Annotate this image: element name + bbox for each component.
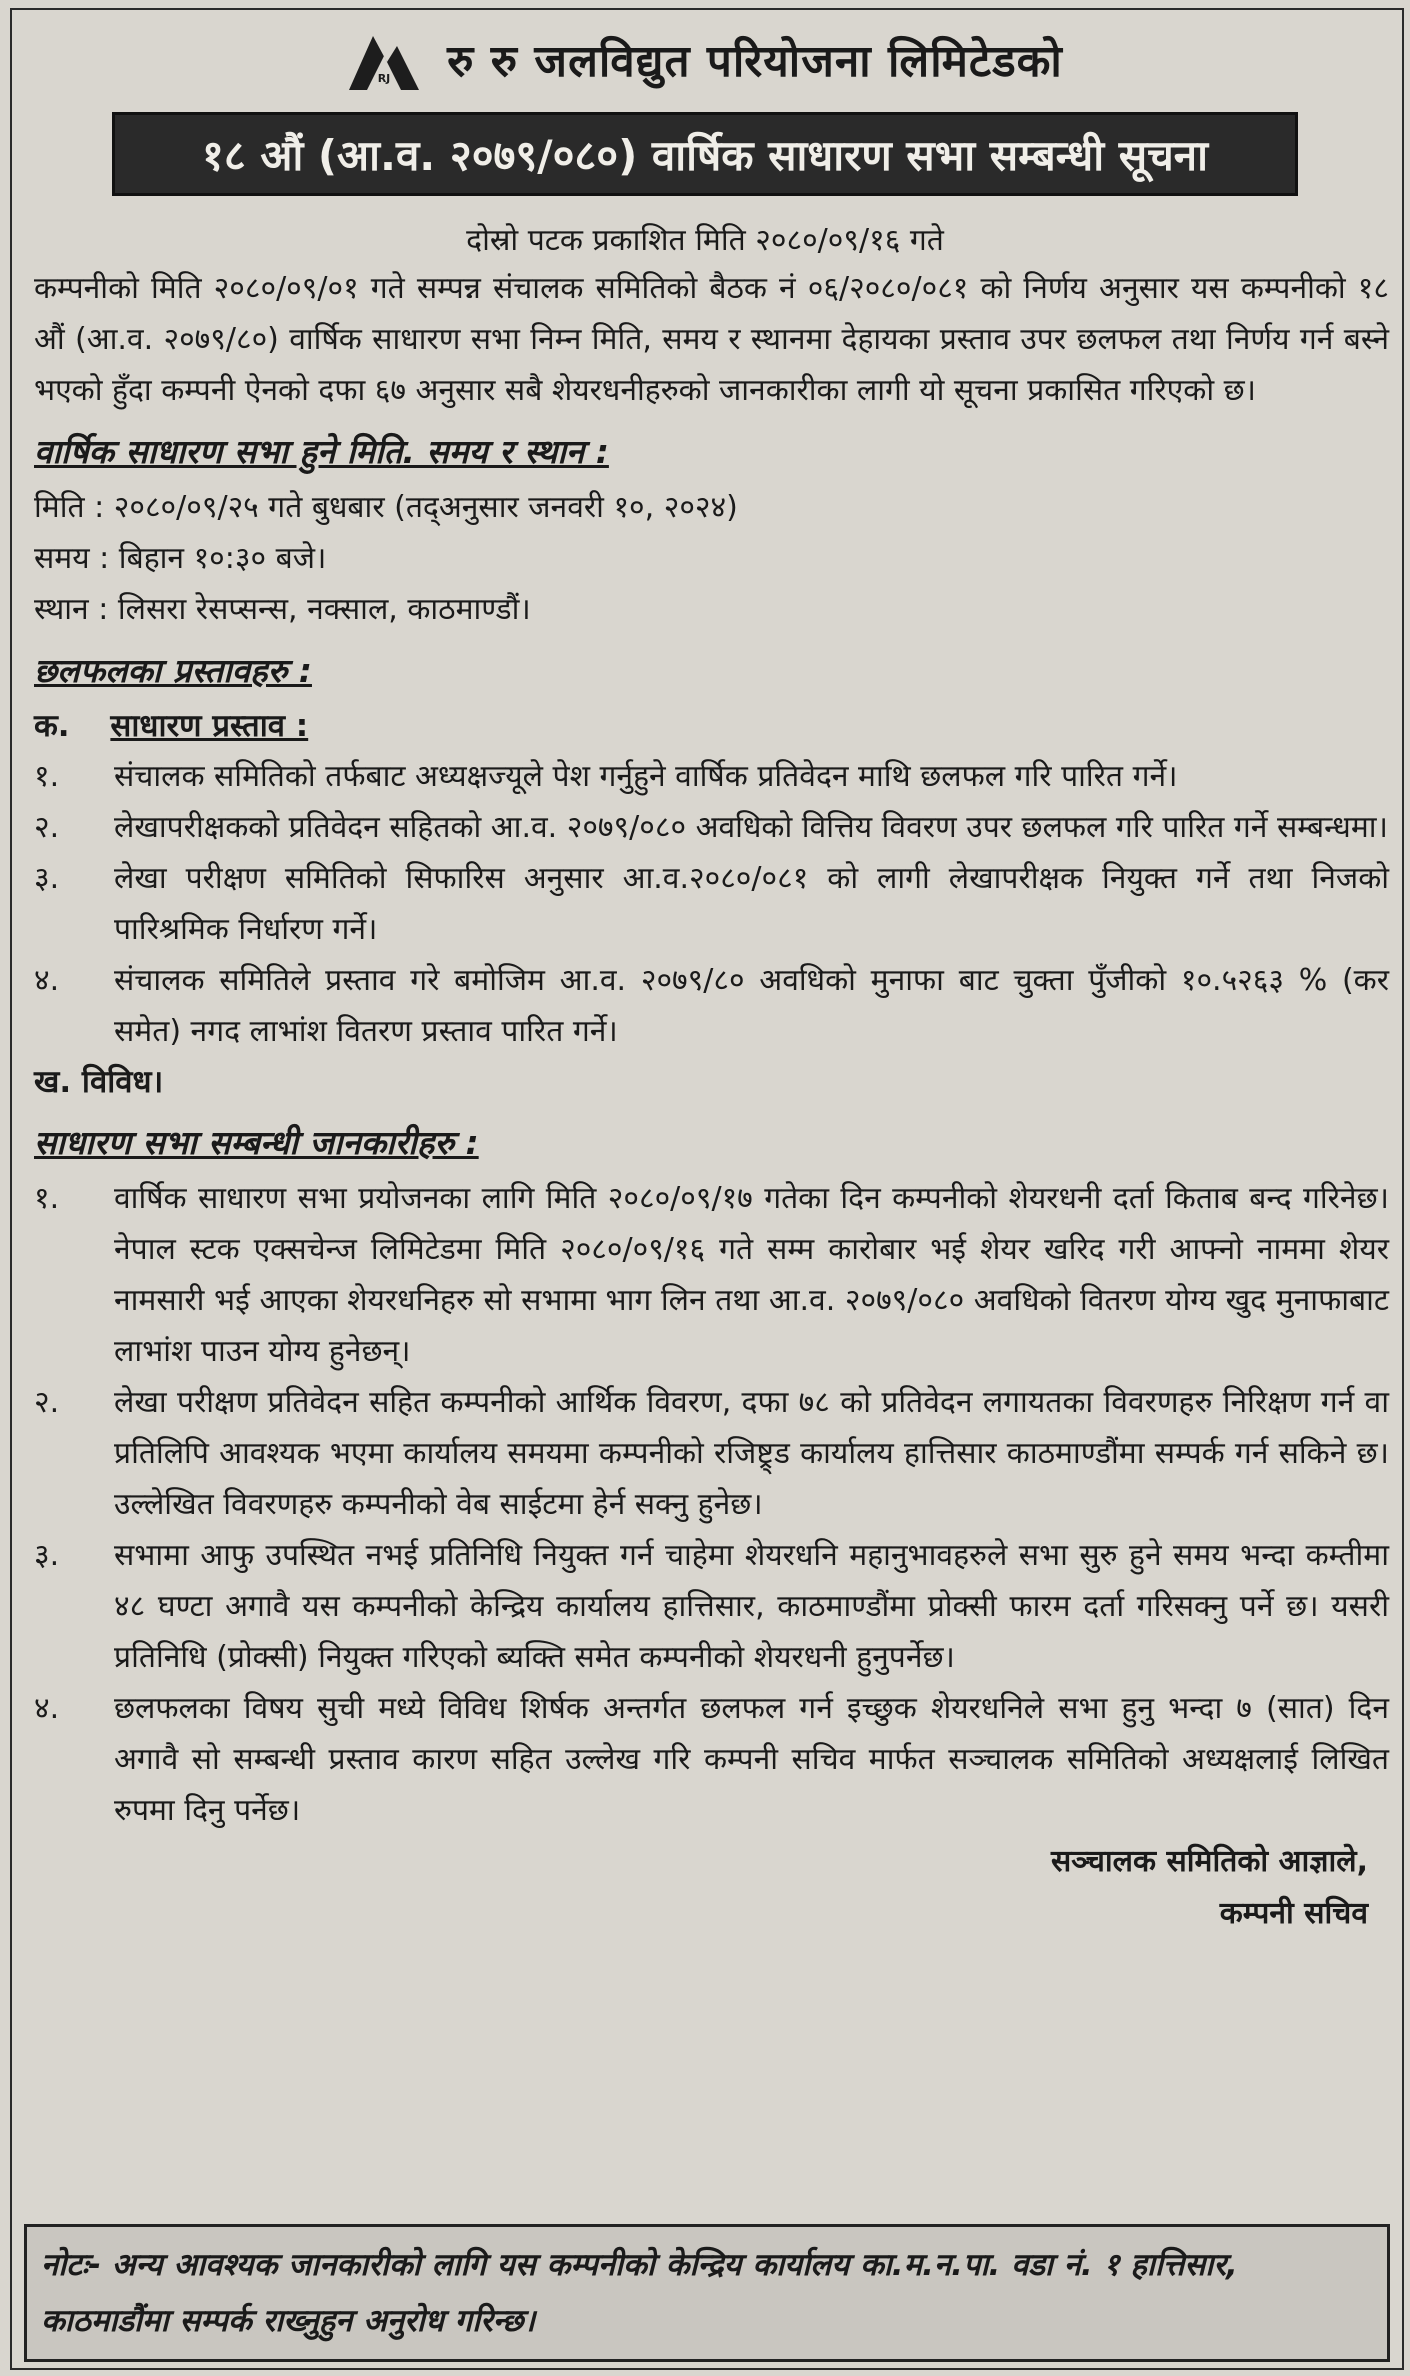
agenda-item-text: लेखापरीक्षकको प्रतिवेदन सहितको आ.व. २०७९/०८० अवधिको वित्तिय विवरण उपर छलफल गरि पारित गर्ने सम्बन्धमा। bbox=[114, 810, 1388, 845]
footer-note: नोटः- अन्य आवश्यक जानकारीको लागि यस कम्पनीको केन्द्रिय कार्यालय का.म.न.पा. वडा नं. १ हात्तिसार, काठमाडौंमा सम्पर्क राख्नुहुन अनुरोध गरिन्छ। bbox=[24, 2224, 1390, 2362]
intro-paragraph: कम्पनीको मिति २०८०/०९/०१ गते सम्पन्न संचालक समितिको बैठक नं ०६/२०८०/०८१ को निर्णय अनुसार यस कम्पनीको १८ औं (आ.व. २०७९/८०) वार्षिक साधारण सभा निम्न मिति, समय र स्थानमा देहायका प्रस्ताव उपर छलफल तथा निर्णय गर्न बस्ने भएको हुँदा कम्पनी ऐनको दफा ६७ अनुसार सबै शेयरधनीहरुको जानकारीका लागी यो सूचना प्रकासित गरिएको छ। bbox=[34, 271, 1389, 408]
agenda-heading: छलफलका प्रस्तावहरु : bbox=[34, 651, 312, 690]
info-item-number: २. bbox=[34, 1385, 60, 1420]
general-proposal-label: क. bbox=[34, 708, 70, 744]
agenda-item-number: १. bbox=[34, 759, 60, 794]
notice-title: १८ औं (आ.व. २०७९/०८०) वार्षिक साधारण सभा सम्बन्धी सूचना bbox=[112, 112, 1298, 196]
info-item-number: ४. bbox=[34, 1691, 60, 1726]
info-item-text: सभामा आफु उपस्थित नभई प्रतिनिधि नियुक्त गर्न चाहेमा शेयरधनि महानुभावहरुले सभा सुरु हुने समय भन्दा कम्तीमा ४८ घण्टा अगावै यस कम्पनीको केन्द्रिय कार्यालय हात्तिसार, काठमाण्डौंमा प्रोक्सी फारम दर्ता गरिसक्नु पर्ने छ। यसरी प्रतिनिधि (प्रोक्सी) नियुक्त गरिएको ब्यक्ति समेत कम्पनीको शेयरधनी हुनुपर्नेछ। bbox=[114, 1538, 1389, 1675]
general-proposal-title: साधारण प्रस्ताव : bbox=[110, 708, 309, 744]
meeting-time: समय : बिहान १०:३० बजे। bbox=[34, 541, 327, 576]
company-logo-icon bbox=[347, 26, 421, 92]
info-item-number: १. bbox=[34, 1181, 60, 1216]
company-name: रु रु जलविद्युत परियोजना लिमिटेडको bbox=[447, 36, 1063, 87]
page-border bbox=[10, 8, 1404, 2370]
agenda-item-text: संचालक समितिले प्रस्ताव गरे बमोजिम आ.व. २०७९/८० अवधिको मुनाफा बाट चुक्ता पुँजीको १०.५२६३ % (कर समेत) नगद लाभांश वितरण प्रस्ताव पारित गर्ने। bbox=[114, 963, 1389, 1049]
agenda-item-number: ४. bbox=[34, 963, 60, 998]
meeting-heading: वार्षिक साधारण सभा हुने मिति. समय र स्थान : bbox=[34, 432, 609, 471]
info-item-text: छलफलका विषय सुची मध्ये विविध शिर्षक अन्तर्गत छलफल गर्न इच्छुक शेयरधनिले सभा हुनु भन्दा ७ (सात) दिन अगावै सो सम्बन्धी प्रस्ताव कारण सहित उल्लेख गरि कम्पनी सचिव मार्फत सञ्चालक समितिको अध्यक्षलाई लिखित रुपमा दिनु पर्नेछ। bbox=[114, 1691, 1389, 1828]
info-heading: साधारण सभा सम्बन्धी जानकारीहरु : bbox=[34, 1123, 479, 1162]
agenda-item-number: ३. bbox=[34, 861, 60, 896]
meeting-date: मिति : २०८०/०९/२५ गते बुधबार (तद्अनुसार जनवरी १०, २०२४) bbox=[34, 490, 738, 525]
signature-line-2: कम्पनी सचिव bbox=[1219, 1896, 1368, 1931]
info-item-text: वार्षिक साधारण सभा प्रयोजनका लागि मिति २०८०/०९/१७ गतेका दिन कम्पनीको शेयरधनी दर्ता किताब बन्द गरिनेछ। नेपाल स्टक एक्सचेन्ज लिमिटेडमा मिति २०८०/०९/१६ गते सम्म कारोबार भई शेयर खरिद गरी आफ्नो नाममा शेयर नामसारी भई आएका शेयरधनिहरु सो सभामा भाग लिन तथा आ.व. २०७९/०८० अवधिको वितरण योग्य खुद मुनाफाबाट लाभांश पाउन योग्य हुनेछन्। bbox=[114, 1181, 1389, 1369]
logo-text: RJ bbox=[377, 72, 391, 85]
agenda-item-text: लेखा परीक्षण समितिको सिफारिस अनुसार आ.व.२०८०/०८१ को लागी लेखापरीक्षक नियुक्त गर्ने तथा निजको पारिश्रमिक निर्धारण गर्ने। bbox=[114, 861, 1389, 947]
info-item-number: ३. bbox=[34, 1538, 60, 1573]
agenda-item-text: संचालक समितिको तर्फबाट अध्यक्षज्यूले पेश गर्नुहुने वार्षिक प्रतिवेदन माथि छलफल गरि पारित गर्ने। bbox=[114, 759, 1178, 794]
meeting-place: स्थान : लिसरा रेसप्सन्स, नक्साल, काठमाण्डौं। bbox=[34, 592, 531, 627]
signature-line-1: सञ्चालक समितिको आज्ञाले, bbox=[1050, 1844, 1368, 1879]
info-item-text: लेखा परीक्षण प्रतिवेदन सहित कम्पनीको आर्थिक विवरण, दफा ७८ को प्रतिवेदन लगायतका विवरणहरु निरिक्षण गर्न वा प्रतिलिपि आवश्यक भएमा कार्यालय समयमा कम्पनीको रजिष्ट्र्ड कार्यालय हात्तिसार काठमाण्डौंमा सम्पर्क गर्न सकिने छ। उल्लेखित विवरणहरु कम्पनीको वेब साईटमा हेर्न सक्नु हुनेछ। bbox=[114, 1385, 1389, 1522]
misc-proposal: ख. विविध। bbox=[34, 1064, 164, 1100]
publish-date-line: दोस्रो पटक प्रकाशित मिति २०८०/०९/१६ गते bbox=[466, 223, 944, 258]
agenda-item-number: २. bbox=[34, 810, 60, 845]
